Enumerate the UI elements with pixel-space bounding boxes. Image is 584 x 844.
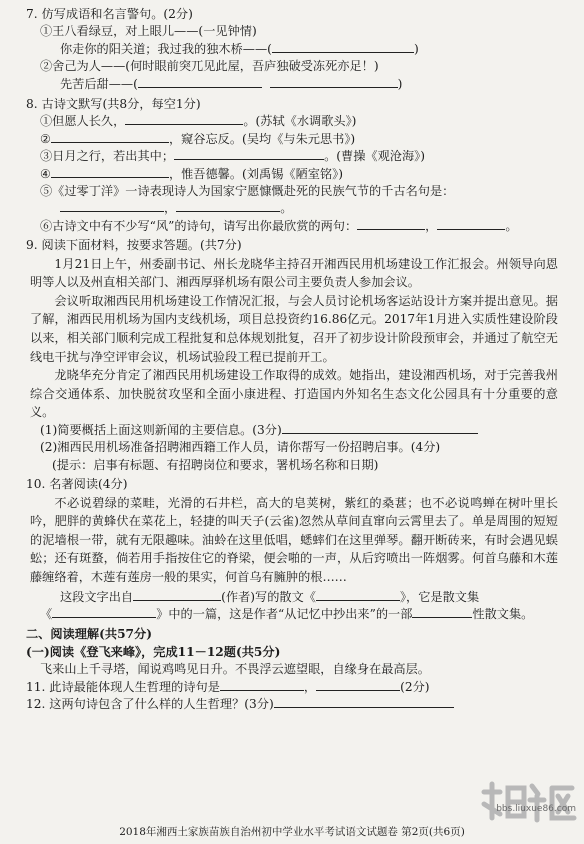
site-watermark: bbs.liuxue86.com — [496, 804, 576, 814]
q9-paragraph-3: 龙晓华充分肯定了湘西民用机场建设工作取得的成效。她指出，建设湘西机场，对于完善我州综合交通体系、加快脱贫攻坚和全面小康进程、打造国内外知名生态文化公园具有十分重要的意义。 — [30, 368, 558, 420]
q8-line-1-source: 。(苏轼《水调歌头》) — [243, 114, 357, 129]
q7-title: 7. 仿写成语和名言警句。(2分) — [26, 7, 193, 21]
q10-author-blank[interactable] — [133, 589, 221, 601]
q11-score: (2分) — [400, 679, 430, 694]
q7-answer-1-prompt: 你走你的阳关道；我过我的独木桥——( — [60, 41, 272, 56]
part2-title: 二、阅读理解(共57分) — [26, 627, 152, 642]
q8-line-4 — [26, 166, 562, 183]
q10-blank-line-1 — [26, 589, 562, 606]
q7-blank-2b[interactable] — [270, 76, 398, 88]
q8-line-5-end: 。 — [280, 201, 293, 216]
q8-line-3 — [26, 148, 562, 165]
q11: 11. 此诗最能体现人生哲理的诗句是 ， (2分) — [26, 679, 430, 694]
q7-sample-2: ②舍己为人——(何时眼前突兀见此屋，吾庐独破受冻死亦足！) — [40, 59, 379, 74]
q8-line-5-answer: ， 。 — [26, 200, 562, 217]
q8-line-6-text: ⑥古诗文中有不少写“风”的诗句，请写出你最欣赏的两句： — [40, 218, 358, 233]
q10-blank-line-2 — [26, 606, 562, 623]
q10-b1-end: 》，它是散文集 — [399, 589, 480, 604]
q7-answer-2-close: ) — [397, 76, 403, 91]
q8-line-4-source: ，惟吾德馨。(刘禹锡《陋室铭》) — [168, 166, 343, 181]
q9-paragraph-2: 会议听取湘西民用机场建设工作情况汇报，与会人员讨论机场客运站设计方案并提出意见。据了解，湘西民用机场为国内支线机场，项目总投资约16.86亿元。2017年1月进入实质性建设阶段以来，相关部门顺利完成工程批复和总体规划批复，召开了初步设计阶段预审会，并通过了航空无线电干扰与净空评审会议，机场试验段工程已提前开工。 — [30, 293, 558, 364]
q12-answer[interactable] — [274, 696, 454, 708]
q9-answer-1[interactable] — [282, 422, 478, 434]
q8-line-5: ⑤《过零丁洋》一诗表现诗人为国家宁愿慷慨赴死的民族气节的千古名句是： — [40, 184, 455, 199]
q8-blank-5a[interactable] — [60, 200, 164, 212]
q8-line-2 — [26, 131, 562, 148]
part2-subsection: (一)阅读《登飞来峰》，完成11－12题(共5分) — [26, 644, 281, 659]
q11-blank-b[interactable] — [316, 679, 400, 691]
q8-blank-4[interactable] — [51, 166, 169, 178]
q8-blank-5b[interactable] — [176, 200, 280, 212]
q9-subq-1 — [26, 422, 562, 439]
q8-line-1-text: ①但愿人长久， — [40, 114, 126, 129]
q7-answer-1-close: ) — [413, 41, 419, 56]
q10-genre-blank[interactable] — [412, 606, 472, 618]
q8-blank-1[interactable] — [125, 113, 243, 125]
q7-sample-1: ①王八看绿豆，对上眼儿——(一见钟情) — [40, 24, 257, 39]
q7-answer-2-prompt: 先苦后甜——( — [60, 76, 138, 91]
q10-b2-text: 《 — [40, 607, 53, 622]
q7-blank-2a[interactable] — [138, 76, 262, 88]
q8-line-6: ⑥古诗文中有不少写“风”的诗句，请写出你最欣赏的两句： ， 。 — [40, 218, 518, 233]
q8-blank-2[interactable] — [51, 131, 169, 143]
q10-b1-mid: (作者)写的散文《 — [221, 589, 316, 604]
q7-answer-2 — [26, 76, 562, 93]
q10-b2-end: 性散文集。 — [472, 607, 534, 622]
q7-blank-1[interactable] — [272, 41, 414, 53]
q12 — [26, 696, 562, 713]
q8-line-6-end: 。 — [505, 218, 518, 233]
q8-line-4-text: ④ — [40, 166, 51, 181]
q8-blank-3[interactable] — [174, 148, 324, 160]
q7-answer-1 — [26, 41, 562, 58]
q8-line-2-source: ，窥谷忘反。(吴均《与朱元思书》) — [168, 131, 356, 146]
q11-text: 11. 此诗最能体现人生哲理的诗句是 — [26, 679, 220, 694]
q10-collection-blank[interactable] — [52, 606, 156, 618]
q9-subq-1-text: (1)简要概括上面这则新闻的主要信息。(3分) — [40, 423, 282, 438]
q10-title-blank[interactable] — [316, 589, 400, 601]
q8-title: 8. 古诗文默写(共8分，每空1分) — [26, 97, 201, 112]
q10-title: 10. 名著阅读(4分) — [26, 477, 128, 492]
q10-excerpt: 不必说碧绿的菜畦，光滑的石井栏，高大的皂荚树，紫红的桑葚；也不必说鸣蝉在树叶里长吟，肥胖的黄蜂伏在菜花上，轻捷的叫天子(云雀)忽然从草间直窜向云霄里去了。单是周围的短短的泥墙根一带，就有无限趣味。油蛉在这里低唱，蟋蟀们在这里弹琴。翻开断砖来，有时会遇见蜈蚣；还有斑蝥，倘若用手指按住它的脊梁，便会啪的一声，从后窍喷出一阵烟雾。何首乌藤和木莲藤缠络着，木莲有莲房一般的果实，何首乌有臃肿的根…… — [30, 495, 558, 585]
q10-b1-text: 这段文字出自 — [60, 589, 134, 604]
q12-text: 12. 这两句诗包含了什么样的人生哲理？(3分) — [26, 697, 274, 712]
q9-title: 9. 阅读下面材料，按要求答题。(共7分) — [26, 238, 242, 253]
q9-paragraph-1: 1月21日上午，州委副书记、州长龙晓华主持召开湘西民用机场建设工作汇报会。州领导向恩明等人以及州直相关部门、湘西厚驿机场有限公司主要负责人参加会议。 — [30, 256, 558, 290]
q8-blank-6b[interactable] — [437, 218, 505, 230]
poem-text: 飞来山上千寻塔，闻说鸡鸣见日升。不畏浮云遮望眼，自缘身在最高层。 — [40, 662, 430, 677]
q8-line-1 — [26, 113, 562, 130]
q8-blank-6a[interactable] — [357, 218, 425, 230]
q9-hint: (提示：启事有标题、有招聘岗位和要求，署机场名称和日期) — [52, 457, 379, 472]
q8-line-3-source: 。(曹操《观沧海》) — [324, 149, 425, 164]
q8-line-2-text: ② — [40, 131, 51, 146]
q9-subq-2: (2)湘西民用机场准备招聘湘西籍工作人员，请你帮写一份招聘启事。(4分) — [40, 440, 441, 455]
page-footer: 2018年湘西土家族苗族自治州初中学业水平考试语文试题卷 第2页(共6页) — [119, 826, 465, 838]
q8-line-3-text: ③日月之行，若出其中； — [40, 149, 175, 164]
q11-blank-a[interactable] — [220, 679, 304, 691]
q10-b2-mid: 》中的一篇，这是作者“从记忆中抄出来”的一部 — [156, 607, 413, 622]
